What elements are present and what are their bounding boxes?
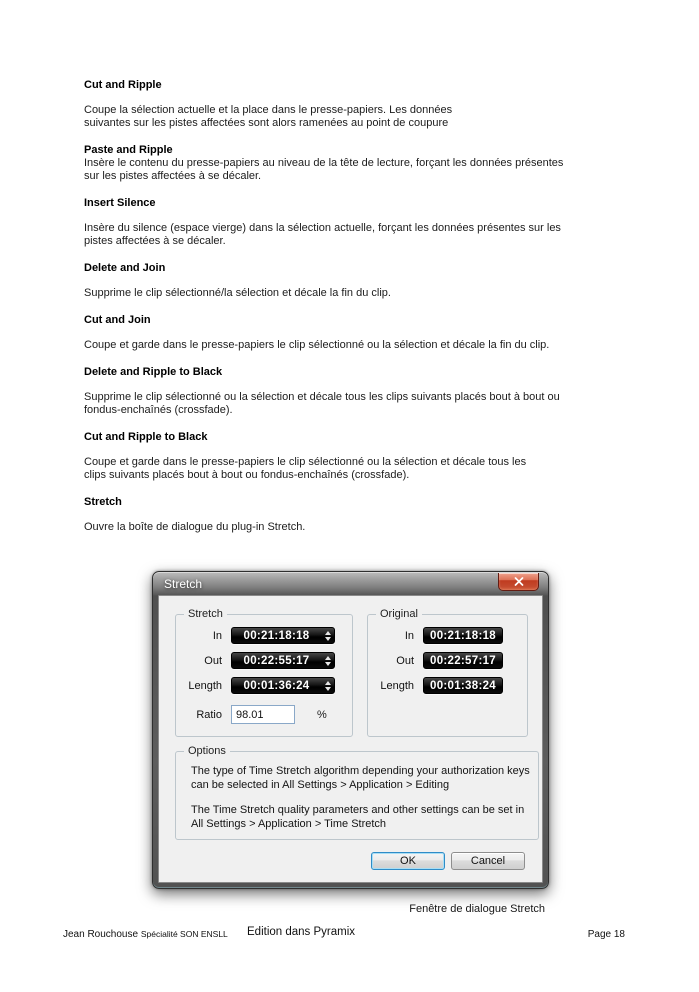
timecode-stepper[interactable] [321, 628, 334, 643]
out-label: Out [204, 654, 222, 667]
section-heading: Paste and Ripple [84, 144, 173, 156]
footer-title: Edition dans Pyramix [247, 926, 356, 938]
options-text: The type of Time Stretch algorithm depending your authorization keys can be selected in All Settings > Application > Editing [191, 765, 530, 791]
section-heading: Cut and Ripple to Black [84, 431, 208, 443]
figure-caption: Fenêtre de dialogue Stretch [409, 903, 545, 915]
section-heading: Cut and Join [84, 314, 151, 326]
dialog-titlebar[interactable] [153, 572, 548, 595]
original-length-timecode: 00:01:38:24 [423, 677, 503, 694]
ok-button[interactable]: OK [371, 852, 445, 870]
original-out-timecode: 00:22:57:17 [423, 652, 503, 669]
section-paragraph: Insère le contenu du presse-papiers au niveau de la tête de lecture, forçant les données présentes sur les pistes affectées à se décaler. [84, 157, 564, 182]
section-heading: Delete and Ripple to Black [84, 366, 223, 378]
section-paragraph: Coupe et garde dans le presse-papiers le clip sélectionné ou la sélection et décale la fin du clip. [84, 339, 550, 351]
original-group-label: Original [376, 608, 422, 620]
footer-author: Jean Rouchouse Spécialité SON ENSLL [63, 929, 228, 940]
section-paragraph: Coupe et garde dans le presse-papiers le clip sélectionné ou la sélection et décale tous les clips suivants placés bout à bout ou fondus-enchaînés (crossfade). [84, 456, 527, 481]
section-heading: Stretch [84, 496, 122, 508]
stretch-out-row [176, 652, 352, 669]
dialog-title: Stretch [164, 576, 203, 591]
ratio-input[interactable] [231, 705, 295, 724]
out-label: Out [396, 654, 414, 667]
stretch-in-row [176, 627, 352, 644]
spinner-down-icon[interactable] [325, 687, 331, 691]
section-paragraph: Supprime le clip sélectionné ou la sélection et décale tous les clips suivants placés bout à bout ou fondus-enchaînés (crossfade). [84, 391, 560, 416]
document-body [84, 79, 624, 534]
footer-page-number: Page 18 [587, 929, 625, 940]
spinner-up-icon[interactable] [325, 631, 331, 635]
section-heading: Delete and Join [84, 262, 166, 274]
ratio-row [176, 705, 352, 724]
close-icon [514, 573, 524, 591]
close-button[interactable] [498, 573, 539, 591]
section-heading: Cut and Ripple [84, 79, 162, 91]
stretch-out-timecode[interactable]: 00:22:55:17 [231, 652, 335, 669]
original-in-timecode: 00:21:18:18 [423, 627, 503, 644]
stretch-in-timecode[interactable]: 00:21:18:18 [231, 627, 335, 644]
dialog-client-area [158, 595, 543, 883]
spinner-down-icon[interactable] [325, 637, 331, 641]
stretch-length-timecode[interactable]: 00:01:36:24 [231, 677, 335, 694]
original-length-row [368, 677, 527, 694]
spinner-down-icon[interactable] [325, 662, 331, 666]
original-in-row [368, 627, 527, 644]
cancel-button[interactable]: Cancel [451, 852, 525, 870]
options-group-label: Options [184, 745, 230, 757]
stretch-group [175, 608, 353, 737]
percent-label: % [317, 708, 327, 721]
section-paragraph: Ouvre la boîte de dialogue du plug-in Stretch. [84, 521, 306, 533]
timecode-stepper[interactable] [321, 678, 334, 693]
length-label: Length [380, 679, 414, 692]
stretch-dialog [152, 571, 549, 889]
length-label: Length [188, 679, 222, 692]
spinner-up-icon[interactable] [325, 681, 331, 685]
in-label: In [212, 629, 222, 642]
section-paragraph: Supprime le clip sélectionné/la sélection et décale la fin du clip. [84, 287, 391, 299]
options-text: The Time Stretch quality parameters and other settings can be set in All Settings > Application > Time Stretch [191, 804, 525, 830]
timecode-stepper[interactable] [321, 653, 334, 668]
section-paragraph: Coupe la sélection actuelle et la place dans le presse-papiers. Les données suivantes sur les pistes affectées sont alors ramenées au point de coupure [84, 104, 453, 129]
in-label: In [404, 629, 414, 642]
section-heading: Insert Silence [84, 197, 156, 209]
section-paragraph: Insère du silence (espace vierge) dans la sélection actuelle, forçant les données présentes sur les pistes affectées à se décaler. [84, 222, 561, 247]
original-out-row [368, 652, 527, 669]
spinner-up-icon[interactable] [325, 656, 331, 660]
options-group [175, 745, 539, 840]
ratio-label: Ratio [196, 708, 222, 721]
original-group [367, 608, 528, 737]
stretch-group-label: Stretch [184, 608, 227, 620]
stretch-length-row [176, 677, 352, 694]
